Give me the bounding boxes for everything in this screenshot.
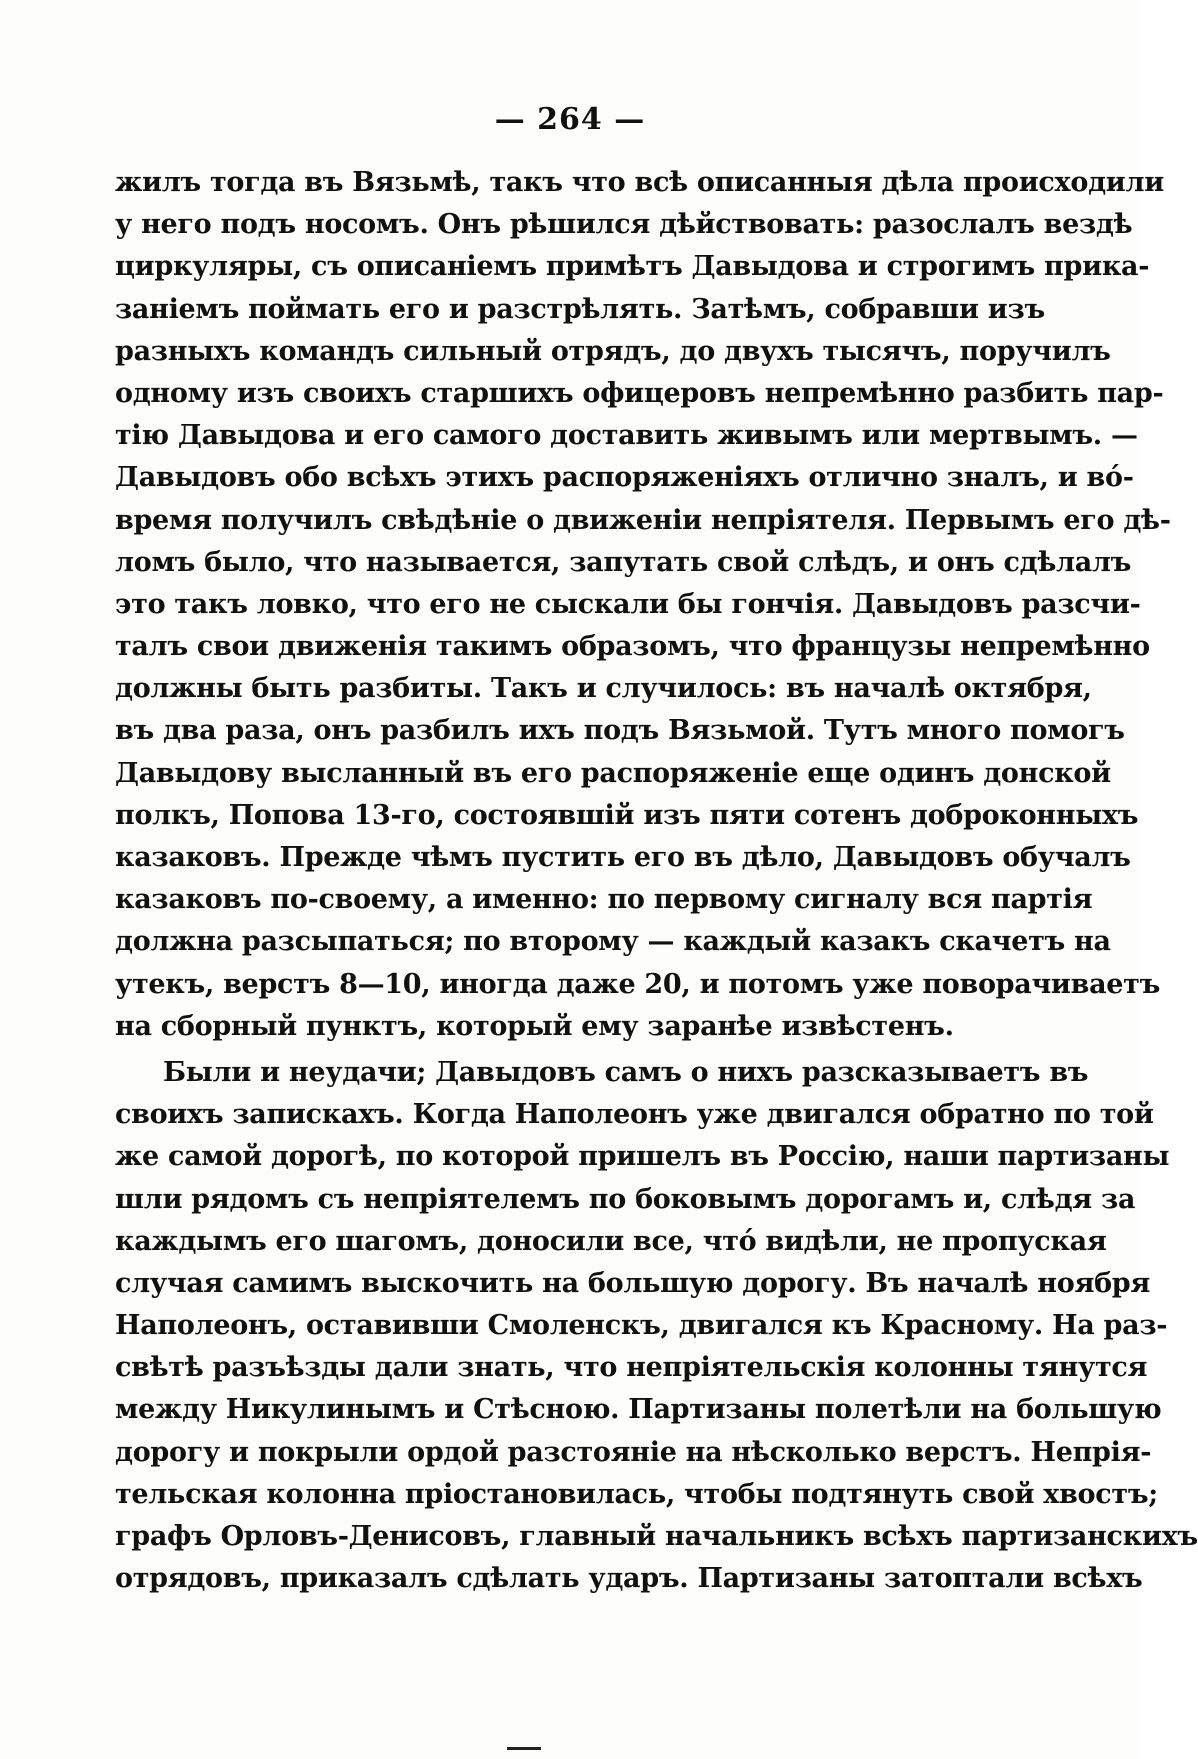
text-line: заніемъ поймать его и разстрѣлять. Затѣмъ, собравши изъ: [115, 293, 1045, 325]
text-line: время получилъ свѣдѣніе о движеніи непріятеля. Первымъ его дѣ-: [115, 504, 1171, 536]
text-line: же самой дорогѣ, по которой пришелъ въ Россію, наши партизаны: [115, 1141, 1170, 1173]
text-line: своихъ запискахъ. Когда Наполеонъ уже двигался обратно по той: [115, 1099, 1154, 1131]
text-line: въ два раза, онъ разбилъ ихъ подъ Вязьмой. Тутъ много помогъ: [115, 715, 1125, 747]
text-line: графъ Орловъ-Денисовъ, главный начальникъ всѣхъ партизанскихъ: [115, 1521, 1198, 1552]
text-line: свѣтѣ разъѣзды дали знать, что непріятельскія колонны тянутся: [115, 1352, 1148, 1384]
text-line: тельская колонна пріостановилась, чтобы подтянуть свой хвостъ;: [115, 1478, 1158, 1510]
text-line: должны быть разбиты. Такъ и случилось: въ началѣ октября,: [115, 673, 1092, 705]
text-line: Давыдову высланный въ его распоряженіе еще одинъ донской: [115, 757, 1111, 789]
text-line: должна разсыпаться; по второму — каждый казакъ скачетъ на: [115, 926, 1111, 958]
text-line: случая самимъ выскочить на большую дорогу. Въ началѣ ноября: [115, 1267, 1151, 1299]
text-line: полкъ, Попова 13-го, состоявшій изъ пяти сотенъ доброконныхъ: [115, 799, 1139, 831]
text-line: одному изъ своихъ старшихъ офицеровъ непремѣнно разбить пар-: [115, 377, 1164, 409]
footer-rule: [507, 1747, 541, 1750]
text-line: Давыдовъ обо всѣхъ этихъ распоряженіяхъ отлично зналъ, и во́-: [115, 462, 1134, 494]
text-line: на сборный пунктъ, который ему заранѣе извѣстенъ.: [115, 1010, 954, 1042]
paragraph: [115, 1052, 1198, 1600]
text-line: между Никулинымъ и Стѣсною. Партизаны полетѣли на большую: [115, 1394, 1162, 1426]
text-line: ломъ было, что называется, запутать свой слѣдъ, и онъ сдѣлалъ: [115, 546, 1132, 578]
text-line: тію Давыдова и его самого доставить живымъ или мертвымъ. —: [115, 420, 1138, 452]
text-line: шли рядомъ съ непріятелемъ по боковымъ дорогамъ и, слѣдя за: [115, 1183, 1136, 1215]
text-line: это такъ ловко, что его не сыскали бы гончія. Давыдовъ разсчи-: [115, 588, 1141, 620]
text-line: дорогу и покрыли ордой разстояніе на нѣсколько верстъ. Непрія-: [115, 1436, 1152, 1468]
text-line: отрядовъ, приказалъ сдѣлать ударъ. Партизаны затоптали всѣхъ: [115, 1563, 1143, 1595]
text-line: казаковъ. Прежде чѣмъ пустить его въ дѣло, Давыдовъ обучалъ: [115, 842, 1131, 873]
paragraph: [115, 162, 1171, 1048]
text-line: разныхъ командъ сильный отрядъ, до двухъ тысячъ, поручилъ: [115, 335, 1111, 367]
text-line: жилъ тогда въ Вязьмѣ, такъ что всѣ описанныя дѣла происходили: [115, 167, 1164, 198]
text-line: Были и неудачи; Давыдовъ самъ о нихъ разсказываетъ въ: [163, 1056, 1089, 1088]
page-number: — 264 —: [494, 102, 646, 137]
text-line: талъ свои движенія такимъ образомъ, что французы непремѣнно: [115, 631, 1150, 663]
text-line: циркуляры, съ описаніемъ примѣтъ Давыдова и строгимъ прика-: [115, 251, 1150, 283]
text-line: Наполеонъ, оставивши Смоленскъ, двигался къ Красному. На раз-: [115, 1310, 1168, 1342]
text-line: у него подъ носомъ. Онъ рѣшился дѣйствовать: разослалъ вездѣ: [115, 209, 1133, 241]
text-line: утекъ, верстъ 8—10, иногда даже 20, и потомъ уже поворачиваетъ: [115, 968, 1161, 1000]
body-text: [115, 162, 1198, 1600]
text-line: каждымъ его шагомъ, доносили все, что́ видѣли, не пропуская: [115, 1225, 1107, 1257]
text-line: казаковъ по-своему, а именно: по первому сигналу вся партія: [115, 884, 1093, 916]
